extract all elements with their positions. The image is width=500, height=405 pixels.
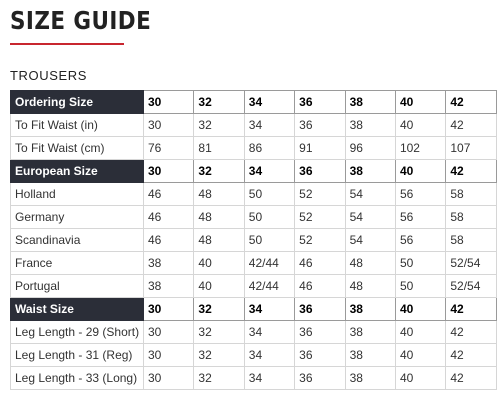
value-cell: 32	[194, 114, 244, 137]
header-size-cell: 38	[345, 160, 395, 183]
value-cell: 38	[345, 344, 395, 367]
row-label-cell: Scandinavia	[11, 229, 144, 252]
header-size-cell: 34	[244, 160, 294, 183]
header-size-cell: 38	[345, 91, 395, 114]
section-title: TROUSERS	[10, 68, 88, 83]
value-cell: 96	[345, 137, 395, 160]
value-cell: 46	[295, 252, 345, 275]
header-size-cell: 42	[446, 91, 496, 114]
value-cell: 56	[395, 206, 445, 229]
table-header-row	[11, 91, 497, 114]
value-cell: 52	[295, 229, 345, 252]
value-cell: 54	[345, 229, 395, 252]
value-cell: 52/54	[446, 252, 496, 275]
value-cell: 40	[395, 321, 445, 344]
header-size-cell: 38	[345, 298, 395, 321]
table-row	[11, 137, 497, 160]
value-cell: 34	[244, 344, 294, 367]
size-guide-table	[10, 90, 497, 390]
value-cell: 38	[144, 252, 194, 275]
header-size-cell: 40	[395, 298, 445, 321]
value-cell: 50	[244, 229, 294, 252]
value-cell: 46	[144, 183, 194, 206]
value-cell: 54	[345, 183, 395, 206]
value-cell: 107	[446, 137, 496, 160]
table-row	[11, 183, 497, 206]
table-row	[11, 275, 497, 298]
row-label-cell: France	[11, 252, 144, 275]
value-cell: 40	[395, 344, 445, 367]
value-cell: 50	[244, 183, 294, 206]
value-cell: 56	[395, 183, 445, 206]
row-label-cell: Leg Length - 29 (Short)	[11, 321, 144, 344]
value-cell: 76	[144, 137, 194, 160]
header-size-cell: 34	[244, 91, 294, 114]
value-cell: 34	[244, 321, 294, 344]
header-size-cell: 36	[295, 160, 345, 183]
value-cell: 30	[144, 321, 194, 344]
value-cell: 38	[144, 275, 194, 298]
table-header-row	[11, 160, 497, 183]
value-cell: 36	[295, 344, 345, 367]
value-cell: 56	[395, 229, 445, 252]
table-row	[11, 252, 497, 275]
value-cell: 40	[194, 275, 244, 298]
header-size-cell: 32	[194, 298, 244, 321]
header-size-cell: 32	[194, 160, 244, 183]
value-cell: 50	[395, 275, 445, 298]
value-cell: 54	[345, 206, 395, 229]
header-size-cell: 42	[446, 160, 496, 183]
row-label-cell: Portugal	[11, 275, 144, 298]
header-label-cell: Waist Size	[11, 298, 144, 321]
value-cell: 30	[144, 367, 194, 390]
value-cell: 48	[194, 183, 244, 206]
table-row	[11, 206, 497, 229]
header-size-cell: 42	[446, 298, 496, 321]
value-cell: 42/44	[244, 275, 294, 298]
row-label-cell: Leg Length - 31 (Reg)	[11, 344, 144, 367]
value-cell: 102	[395, 137, 445, 160]
value-cell: 40	[194, 252, 244, 275]
value-cell: 42	[446, 367, 496, 390]
value-cell: 91	[295, 137, 345, 160]
row-label-cell: To Fit Waist (cm)	[11, 137, 144, 160]
value-cell: 42	[446, 344, 496, 367]
value-cell: 50	[395, 252, 445, 275]
table-row	[11, 229, 497, 252]
value-cell: 48	[194, 229, 244, 252]
title-underline	[10, 43, 124, 45]
row-label-cell: Leg Length - 33 (Long)	[11, 367, 144, 390]
row-label-cell: Germany	[11, 206, 144, 229]
value-cell: 42	[446, 114, 496, 137]
header-size-cell: 40	[395, 160, 445, 183]
size-guide-table-body	[11, 91, 497, 390]
value-cell: 40	[395, 114, 445, 137]
header-size-cell: 30	[144, 160, 194, 183]
value-cell: 30	[144, 344, 194, 367]
table-row	[11, 321, 497, 344]
value-cell: 32	[194, 321, 244, 344]
value-cell: 42	[446, 321, 496, 344]
value-cell: 48	[194, 206, 244, 229]
header-label-cell: European Size	[11, 160, 144, 183]
value-cell: 52/54	[446, 275, 496, 298]
header-size-cell: 34	[244, 298, 294, 321]
value-cell: 38	[345, 367, 395, 390]
value-cell: 42/44	[244, 252, 294, 275]
header-size-cell: 32	[194, 91, 244, 114]
row-label-cell: Holland	[11, 183, 144, 206]
value-cell: 52	[295, 206, 345, 229]
table-row	[11, 344, 497, 367]
value-cell: 50	[244, 206, 294, 229]
header-size-cell: 30	[144, 91, 194, 114]
value-cell: 34	[244, 367, 294, 390]
value-cell: 32	[194, 344, 244, 367]
table-header-row	[11, 298, 497, 321]
value-cell: 36	[295, 367, 345, 390]
table-row	[11, 367, 497, 390]
value-cell: 86	[244, 137, 294, 160]
value-cell: 38	[345, 321, 395, 344]
row-label-cell: To Fit Waist (in)	[11, 114, 144, 137]
value-cell: 38	[345, 114, 395, 137]
value-cell: 36	[295, 321, 345, 344]
value-cell: 30	[144, 114, 194, 137]
value-cell: 52	[295, 183, 345, 206]
value-cell: 58	[446, 183, 496, 206]
value-cell: 58	[446, 229, 496, 252]
value-cell: 48	[345, 252, 395, 275]
value-cell: 48	[345, 275, 395, 298]
page-title: SIZE GUIDE	[10, 6, 152, 35]
value-cell: 46	[295, 275, 345, 298]
value-cell: 34	[244, 114, 294, 137]
value-cell: 40	[395, 367, 445, 390]
header-size-cell: 40	[395, 91, 445, 114]
header-size-cell: 30	[144, 298, 194, 321]
value-cell: 32	[194, 367, 244, 390]
value-cell: 58	[446, 206, 496, 229]
value-cell: 46	[144, 229, 194, 252]
value-cell: 46	[144, 206, 194, 229]
value-cell: 81	[194, 137, 244, 160]
header-size-cell: 36	[295, 91, 345, 114]
table-row	[11, 114, 497, 137]
header-label-cell: Ordering Size	[11, 91, 144, 114]
value-cell: 36	[295, 114, 345, 137]
header-size-cell: 36	[295, 298, 345, 321]
